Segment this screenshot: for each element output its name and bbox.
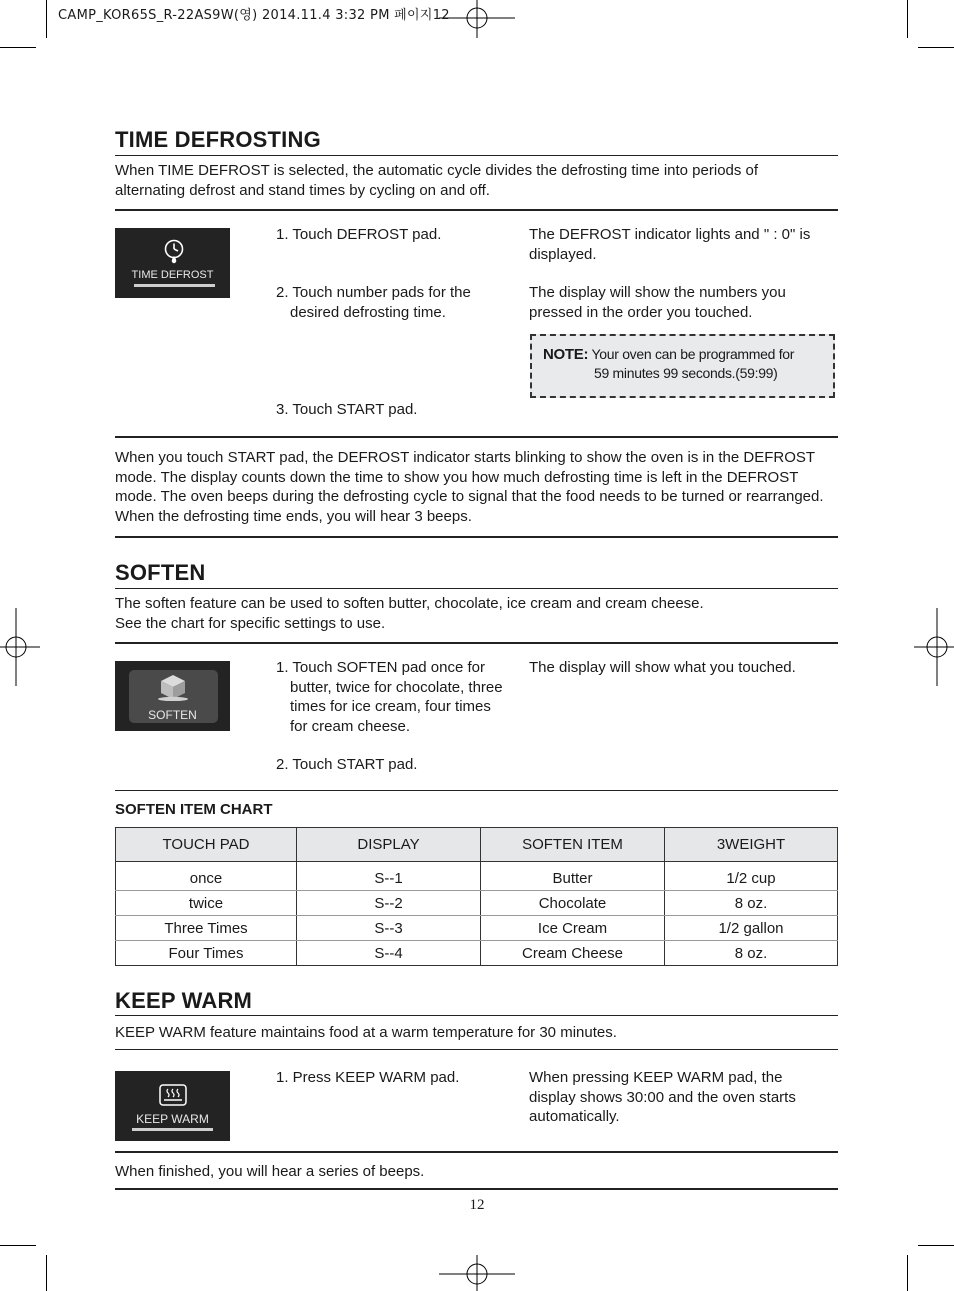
table-row [116,862,838,891]
note-text-line2: 59 minutes 99 seconds.(59:99) [594,365,778,381]
table-cell: twice [116,891,297,916]
column-header: SOFTEN ITEM [481,828,665,862]
note-label: NOTE: [543,346,589,363]
divider [115,209,838,211]
soften-intro: The soften feature can be used to soften butter, chocolate, ice cream and cream cheese. See the chart for specific settings to use. [115,595,704,632]
table-cell: 1/2 cup [665,862,838,891]
pad-label: KEEP WARM [136,1112,209,1126]
keep-warm-step-1-result: When pressing KEEP WARM pad, the display shows 30:00 and the oven starts automatically. [529,1069,796,1125]
clock-drop-icon [163,239,185,265]
table-cell: S--3 [297,916,481,941]
column-header: DISPLAY [297,828,481,862]
print-slug: CAMP_KOR65S_R-22AS9W(영) 2014.11.4 3:32 PM 페이지12 [58,8,450,23]
soften-item-chart [115,827,838,966]
table-cell: once [116,862,297,891]
note-box [530,334,835,398]
pad-underline [134,284,215,287]
table-cell: Cream Cheese [481,941,665,966]
time-defrost-step-1: 1. Touch DEFROST pad. [276,226,442,243]
table-cell: Four Times [116,941,297,966]
time-defrost-step-2: 2. Touch number pads for the desired defrosting time. [276,284,471,321]
table-cell: 8 oz. [665,941,838,966]
table-cell: Butter [481,862,665,891]
table-cell: Ice Cream [481,916,665,941]
note-text: NOTE: Your oven can be programmed for [543,346,795,363]
time-defrost-summary: When you touch START pad, the DEFROST indicator starts blinking to show the oven is in the DEFROST mode. The display counts down the time to show you how much defrosting time is left in the DEFROST mode. The oven beeps during the defrosting cycle to signal that the food needs to be turned or rearranged. When the defrosting time ends, you will hear 3 beeps. [115,449,824,525]
divider [115,1049,838,1050]
soften-pad [115,661,230,731]
divider [115,436,838,438]
table-cell: S--1 [297,862,481,891]
table-cell: 8 oz. [665,891,838,916]
soften-chart-title: SOFTEN ITEM CHART [115,801,273,818]
table-cell: 1/2 gallon [665,916,838,941]
melting-cube-icon [155,673,191,701]
column-header: TOUCH PAD [116,828,297,862]
page-number: 12 [469,1197,485,1213]
pad-label: SOFTEN [148,708,197,722]
table-row [116,941,838,966]
keep-warm-intro: KEEP WARM feature maintains food at a warm temperature for 30 minutes. [115,1024,617,1041]
section-title-time-defrosting: TIME DEFROSTING [115,127,321,152]
table-row [116,916,838,941]
divider [115,588,838,589]
soften-step-1: 1. Touch SOFTEN pad once for butter, twice for chocolate, three times for ice cream, four times for cream cheese. [276,659,503,735]
divider [115,536,838,538]
section-title-soften: SOFTEN [115,560,206,585]
time-defrost-intro: When TIME DEFROST is selected, the automatic cycle divides the defrosting time into periods of alternating defrost and stand times by cycling on and off. [115,162,759,199]
table-cell: Chocolate [481,891,665,916]
table-cell: S--2 [297,891,481,916]
time-defrost-pad [115,228,230,298]
keep-warm-step-1: 1. Press KEEP WARM pad. [276,1069,460,1086]
time-defrost-step-1-result: The DEFROST indicator lights and " : 0" is displayed. [529,226,811,263]
table-header-row [116,828,838,862]
table-cell: Three Times [116,916,297,941]
table-cell: S--4 [297,941,481,966]
pad-label: TIME DEFROST [131,269,214,281]
divider [115,1188,838,1190]
divider [115,155,838,156]
time-defrost-step-3: 3. Touch START pad. [276,401,418,418]
divider [115,642,838,644]
divider [115,1151,838,1153]
table-row [116,891,838,916]
divider [115,790,838,791]
divider [115,1015,838,1016]
keep-warm-summary: When finished, you will hear a series of beeps. [115,1163,425,1180]
soften-step-1-result: The display will show what you touched. [529,659,796,676]
section-title-keep-warm: KEEP WARM [115,988,253,1013]
column-header: 3WEIGHT [665,828,838,862]
keep-warm-pad [115,1071,230,1141]
soften-step-2: 2. Touch START pad. [276,756,418,773]
pad-underline [132,1128,213,1131]
warming-dish-icon [159,1084,187,1106]
time-defrost-step-2-result: The display will show the numbers you pressed in the order you touched. [529,284,786,321]
